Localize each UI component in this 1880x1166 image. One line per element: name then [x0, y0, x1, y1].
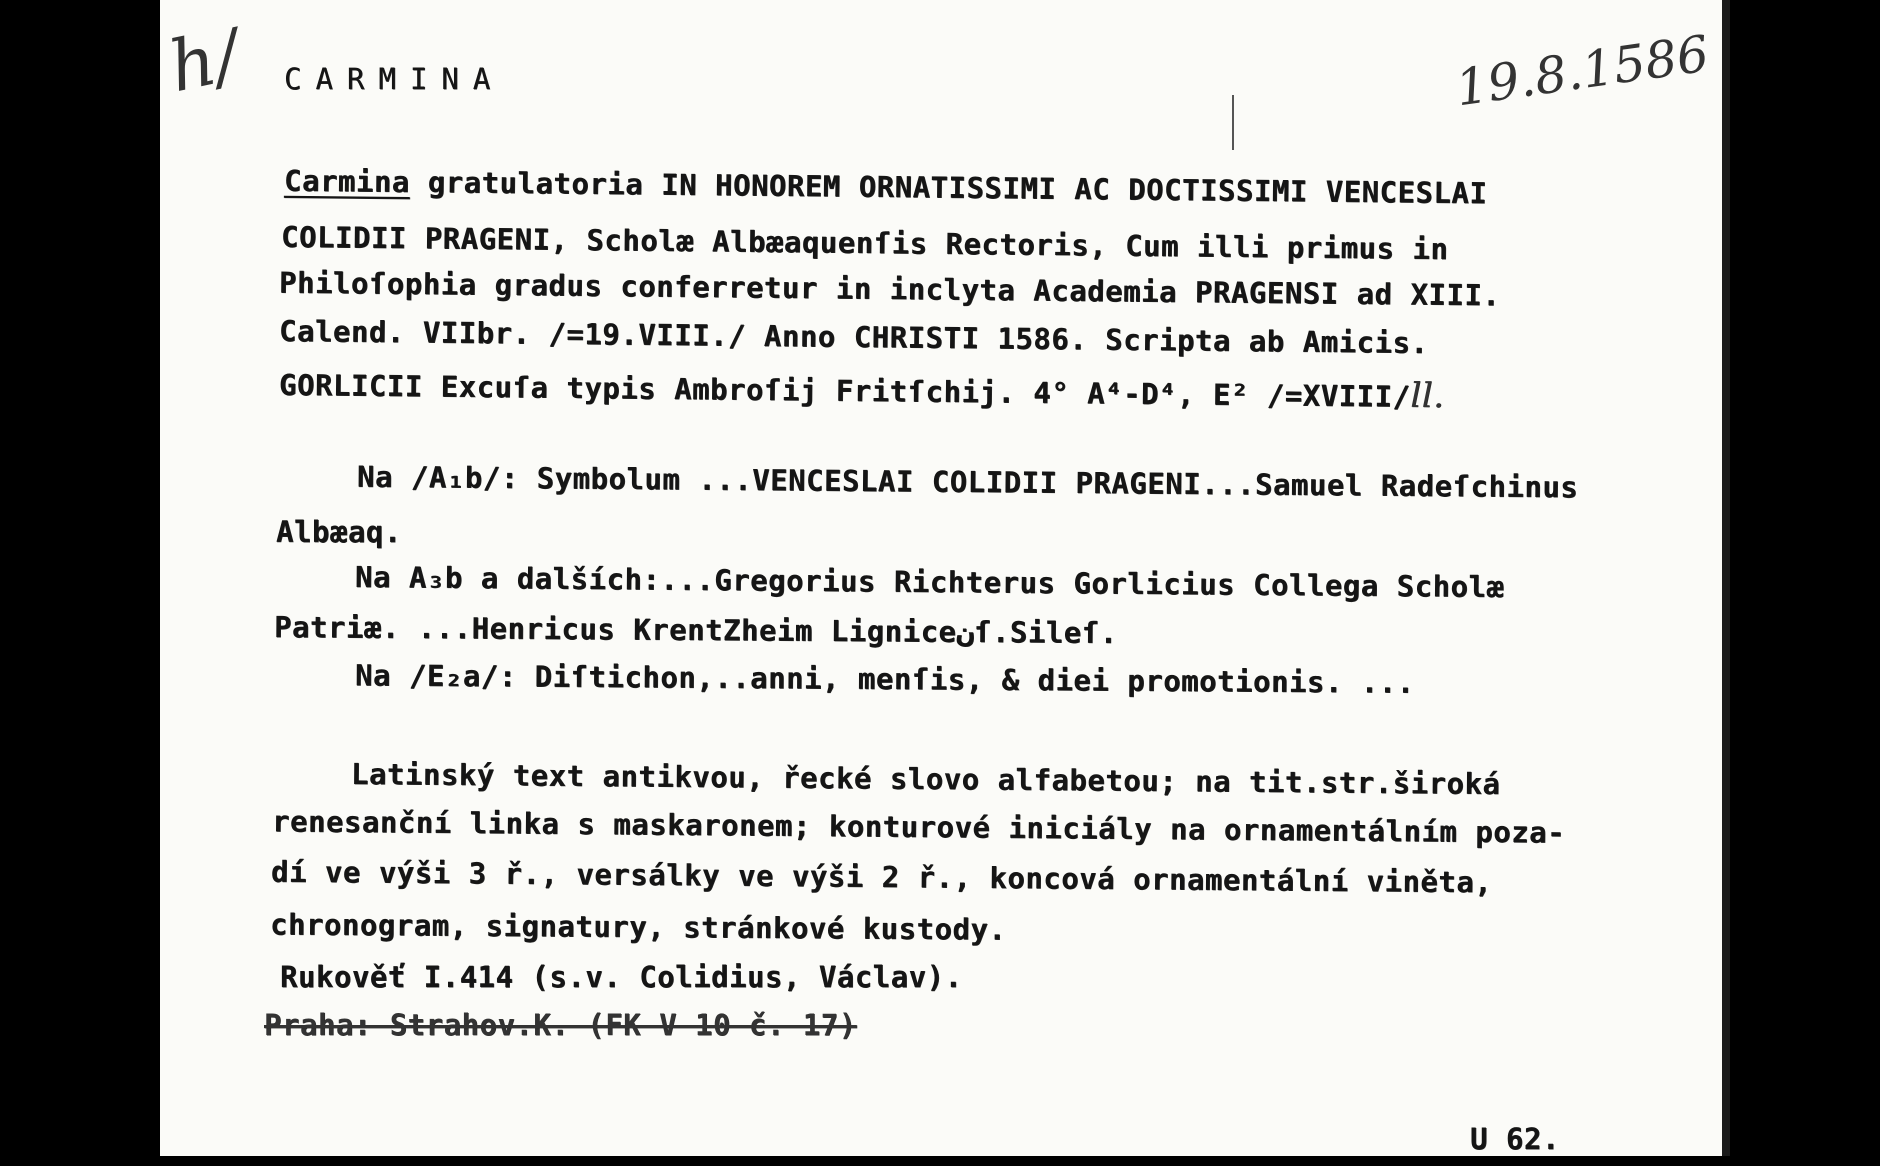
imprint-line-2: COLIDII PRAGENI, Scholæ Albæaquenſis Rectoris, Cum illi primus in: [280, 219, 1449, 267]
description-line-4: chronogram, signatury, stránkové kustody.: [269, 907, 1007, 947]
title-word: Carmina: [283, 163, 410, 200]
catalog-card: [160, 0, 1730, 1156]
pencil-mark: [1232, 95, 1234, 150]
note-1-line-2: Albæaq.: [276, 515, 402, 549]
note-1-line-1: Na /A₁b/: Symbolum ...VENCESLAI COLIDII PRAGENI...Samuel Radeſchinus: [356, 459, 1579, 505]
description-line-3: dí ve výši 3 ř., versálky ve výši 2 ř., koncová ornamentální viněta,: [270, 854, 1493, 900]
corner-handwritten-mark: h/: [162, 13, 247, 109]
note-3: Na /E₂a/: Diſtichon,..anni, menſis, & diei promotionis. ...: [354, 658, 1415, 700]
struck-location: Praha: Strahov.K. (FK V 10 č. 17): [264, 1008, 857, 1042]
imprint-line-3: Philoſophia gradus conferretur in inclyta Academia PRAGENSI ad XIII.: [278, 265, 1501, 313]
note-2-line-2: Patriæ. ...Henricus KrentZheim Ligniceنſ.Sileſ.: [273, 610, 1118, 650]
description-line-1: Latinský text antikvou, řecké slovo alfabetou; na tit.str.široká: [350, 756, 1501, 802]
description-line-2: renesanční linka s maskaronem; konturové iniciály na ornamentálním poza-: [271, 804, 1566, 850]
card-heading: CARMINA: [284, 62, 505, 96]
imprint-line-4: Calend. VIIbr. /=19.VIII./ Anno CHRISTI 1586. Scripta ab Amicis.: [278, 313, 1429, 361]
bibliographic-reference: Rukověť I.414 (s.v. Colidius, Václav).: [280, 960, 963, 994]
handwritten-leaves: ll.: [1410, 375, 1445, 417]
imprint-line-5: [279, 364, 1445, 416]
imprint-line-5-text: GORLICII Excuſa typis Ambroſij Fritſchij. 4° A⁴-D⁴, E² /=XVIII/: [278, 367, 1411, 414]
shelfmark: U 62.: [1470, 1122, 1560, 1156]
imprint-line-1-rest: gratulatoria IN HONOREM ORNATISSIMI AC DOCTISSIMI VENCESLAI: [409, 165, 1488, 211]
imprint-line-1: [284, 164, 1488, 211]
note-2-line-1: Na A₃b a dalších:...Gregorius Richterus Gorlicius Collega Scholæ: [354, 559, 1505, 605]
handwritten-date: 19.8.1586: [1452, 24, 1713, 118]
